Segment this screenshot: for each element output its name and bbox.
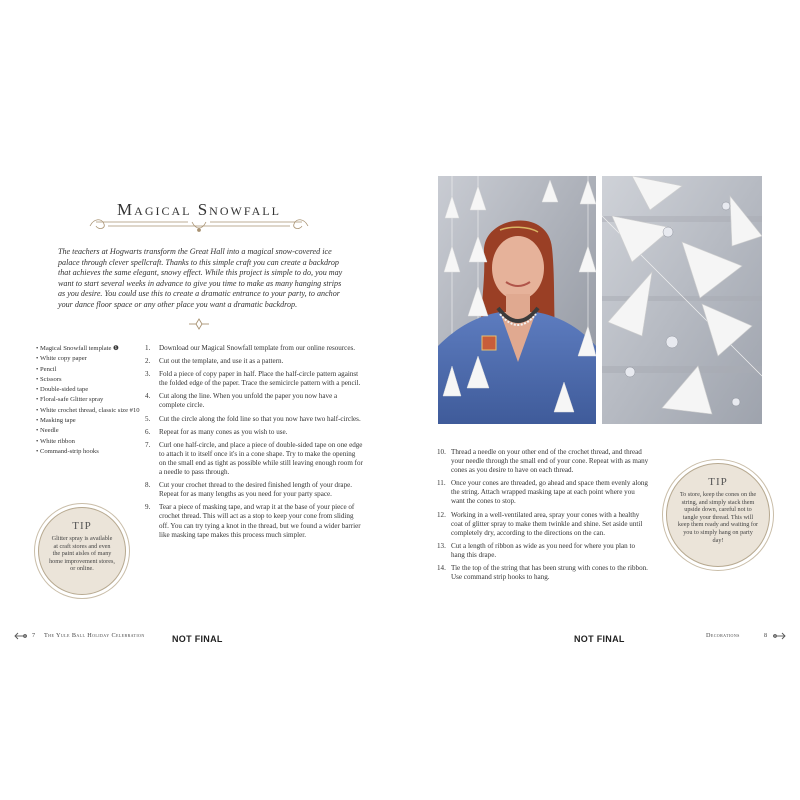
step-text: Cut your crochet thread to the desired finished length of your drape. Repeat for as many lengths as you need for your party space. xyxy=(159,481,353,499)
step-number: 12. xyxy=(437,510,446,519)
step-item xyxy=(145,370,363,388)
step-number: 3. xyxy=(145,370,151,379)
step-number: 5. xyxy=(145,414,151,423)
step-item xyxy=(437,542,649,560)
step-item xyxy=(437,564,649,582)
step-number: 10. xyxy=(437,448,446,456)
book-title: The Yule Ball Holiday Celebration xyxy=(44,632,145,639)
supply-item: • Double-sided tape xyxy=(36,385,140,395)
step-item xyxy=(145,441,363,477)
arrow-left-icon xyxy=(14,632,28,640)
step-text: Curl one half-circle, and place a piece of double-sided tape on one edge to attach it to itself once it's in a cone shape. Try to make the opening on the small end as tight as possible while still leaving enough room for a needle to pass through. xyxy=(159,440,363,477)
step-item xyxy=(145,481,363,499)
step-item xyxy=(145,344,363,353)
step-text: Download our Magical Snowfall template from our online resources. xyxy=(159,344,356,352)
tip-text: To store, keep the cones on the string, and simply stack them upside down, careful not to tangle your thread. This will keep them ready and waiting for you to simply hang on party day! xyxy=(677,491,759,544)
supply-item: • Magical Snowfall template ❶ xyxy=(36,344,140,354)
supply-item: • Floral-safe Glitter spray xyxy=(36,395,140,405)
step-item xyxy=(145,415,363,424)
step-text: Fold a piece of copy paper in half. Place the half-circle pattern against the folded edge of the paper. Trace the semicircle pattern with a pencil. xyxy=(159,370,361,388)
footer-left xyxy=(14,632,194,642)
step-item xyxy=(437,511,649,538)
supply-item: • Needle xyxy=(36,426,140,436)
page-number-right: 8 xyxy=(764,632,768,639)
section-title: Decorations xyxy=(706,632,740,639)
arrow-right-icon xyxy=(772,632,786,640)
step-item xyxy=(145,503,363,539)
step-item xyxy=(437,448,649,475)
tip-badge-right xyxy=(666,463,770,567)
step-text: Working in a well-ventilated area, spray your cones with a healthy coat of glitter spray to make them twinkle and shine. Set aside until completely dry, according to the directions on the can. xyxy=(451,510,643,537)
supplies-list xyxy=(36,344,140,457)
step-number: 4. xyxy=(145,392,151,401)
photo-paper-cones-closeup xyxy=(602,176,762,424)
step-number: 11. xyxy=(437,479,446,488)
tip-text: Glitter spray is available at craft stores and even the paint aisles of many home improvement stores, or online. xyxy=(49,535,115,573)
photo-woman-with-cones xyxy=(438,176,596,424)
page-title: Magical Snowfall xyxy=(117,200,281,219)
step-item xyxy=(145,428,363,437)
step-number: 2. xyxy=(145,357,151,366)
not-final-label-right: NOT FINAL xyxy=(574,634,625,644)
step-item xyxy=(145,392,363,410)
steps-list-right xyxy=(437,448,649,586)
intro-paragraph: The teachers at Hogwarts transform the Great Hall into a magical snow-covered ice palace through clever spellcraft. Thanks to this simple craft you can create a backdrop that achieves the same elegant, snowy effect. While this project is simple to do, you may want to start several weeks in advance to give you time to make as many hanging strips as you desire. You could use this to create a dramatic entrance to your party, to anchor your dance floor space or any other place you want a dramatic backdrop. xyxy=(58,247,343,309)
step-number: 6. xyxy=(145,427,151,436)
tip-label: TIP xyxy=(708,476,728,488)
title-block xyxy=(88,196,310,236)
step-number: 14. xyxy=(437,564,446,573)
supply-item: • White crochet thread, classic size #10 xyxy=(36,406,140,416)
step-text: Cut out the template, and use it as a pattern. xyxy=(159,357,284,366)
step-text: Once your cones are threaded, go ahead and space them evenly along the string. Attach wrapped masking tape at each point where you want the cones to stop. xyxy=(451,479,648,506)
page-number-left: 7 xyxy=(32,632,36,639)
footer-right xyxy=(706,632,790,642)
step-text: Cut a length of ribbon as wide as you need for where you plan to hang this drape. xyxy=(451,541,635,559)
step-text: Tear a piece of masking tape, and wrap it at the base of your piece of crochet thread. This will act as a stop to keep your cone from sliding off. You can try tying a knot in the thread, but we found a wider barrier like masking tape makes this process much simpler. xyxy=(159,503,361,539)
step-text: Repeat for as many cones as you wish to use. xyxy=(159,427,288,436)
not-final-label-left: NOT FINAL xyxy=(172,634,223,644)
supply-item: • Masking tape xyxy=(36,416,140,426)
step-number: 7. xyxy=(145,440,151,449)
supply-item: • Pencil xyxy=(36,365,140,375)
step-number: 9. xyxy=(145,503,151,512)
step-number: 8. xyxy=(145,481,151,490)
supply-item: • White copy paper xyxy=(36,354,140,364)
divider-ornament-icon xyxy=(188,318,210,330)
supply-item: • Scissors xyxy=(36,375,140,385)
step-number: 1. xyxy=(145,344,151,352)
supply-item: • Command-strip hooks xyxy=(36,447,140,457)
step-item xyxy=(437,479,649,506)
step-text: Cut the circle along the fold line so that you now have two half-circles. xyxy=(159,414,361,423)
tip-badge-left xyxy=(38,507,126,595)
step-text: Thread a needle on your other end of the crochet thread, and thread your needle through the small end of your cone. Repeat with as many cones as you desire to have on each thread. xyxy=(451,448,649,475)
step-item xyxy=(145,357,363,366)
step-text: Cut along the line. When you unfold the paper you now have a complete circle. xyxy=(159,392,338,410)
supply-item: • White ribbon xyxy=(36,437,140,447)
step-text: Tie the top of the string that has been strung with cones to the ribbon. Use command strip hooks to hang. xyxy=(451,564,648,582)
steps-list-left xyxy=(145,344,363,544)
step-number: 13. xyxy=(437,541,446,550)
tip-label: TIP xyxy=(72,520,92,532)
